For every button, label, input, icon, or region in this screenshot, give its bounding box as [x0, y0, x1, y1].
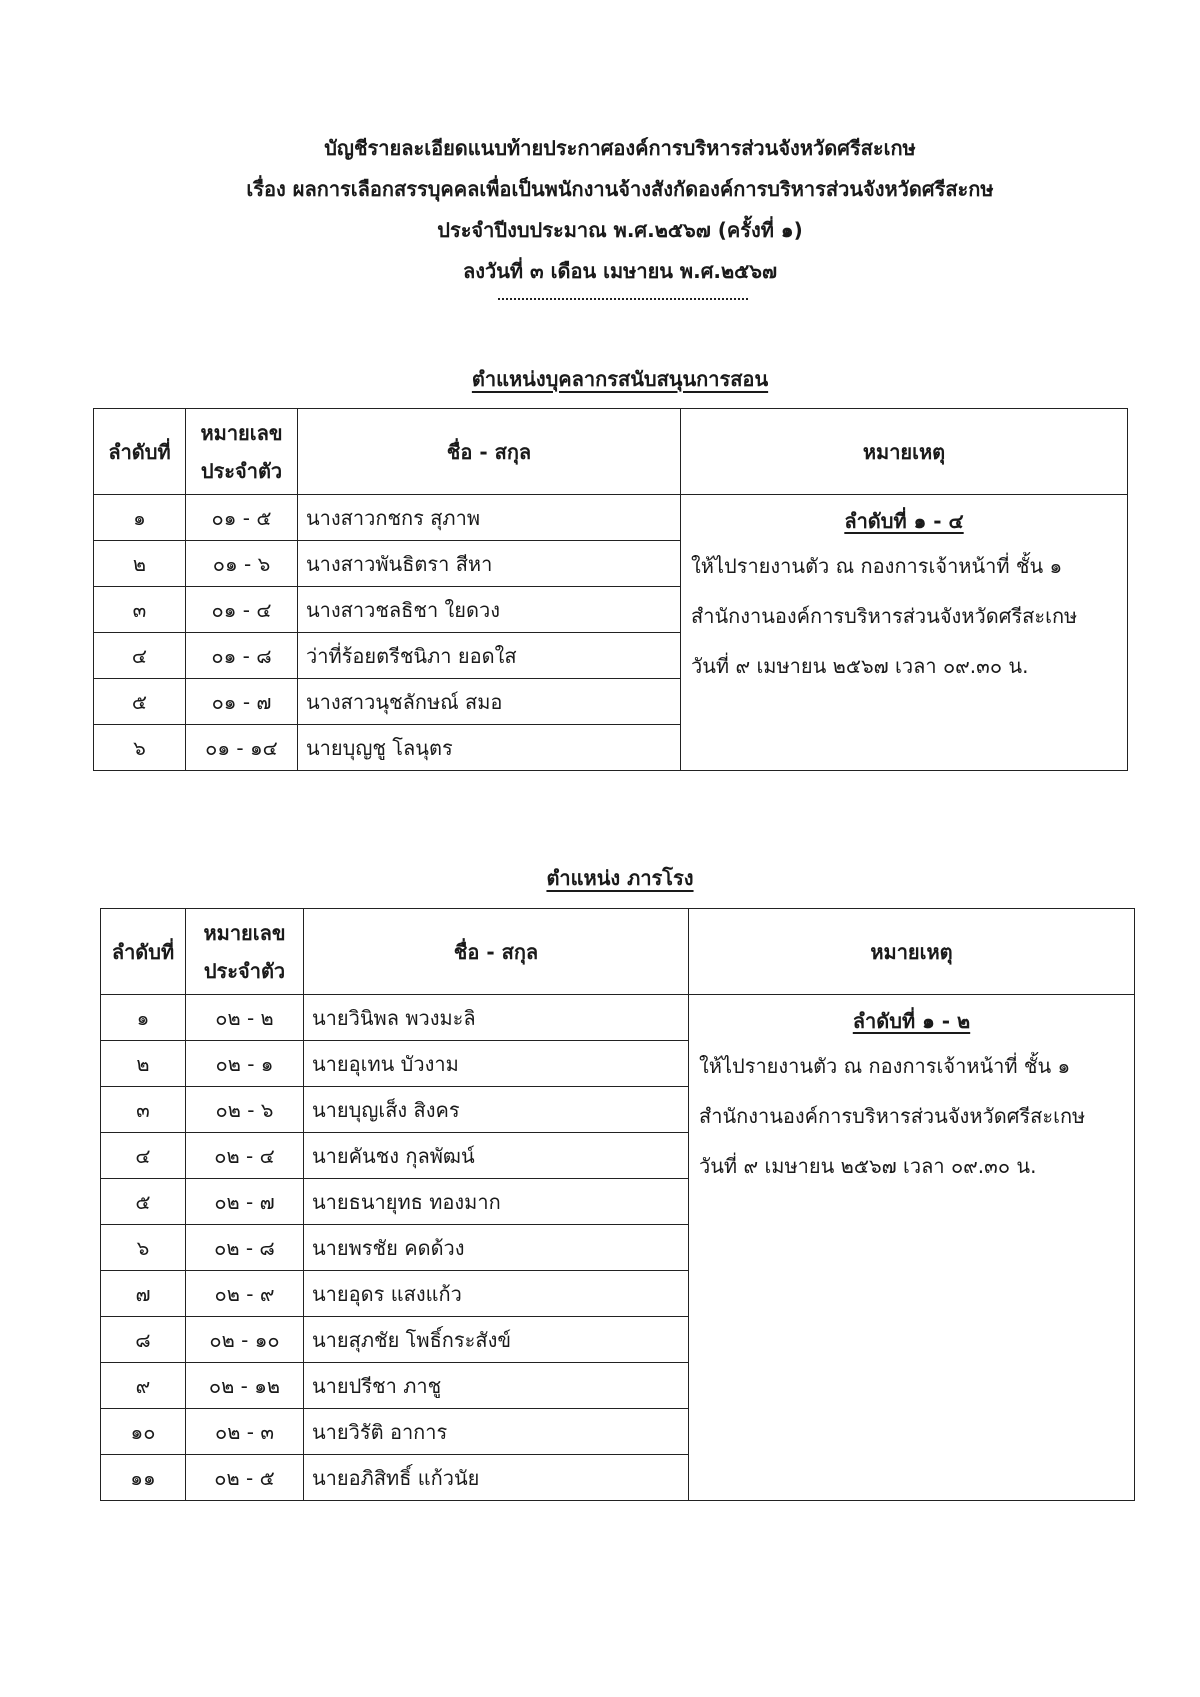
- row-full-name: นายอภิสิทธิ์ แก้วนัย: [304, 1455, 689, 1501]
- row-order: ๔: [101, 1133, 186, 1179]
- row-id-number: ๐๒ - ๔: [186, 1133, 304, 1179]
- row-id-number: ๐๒ - ๘: [186, 1225, 304, 1271]
- remark-title: ลำดับที่ ๑ - ๒: [852, 1009, 971, 1033]
- remark-cell: [681, 495, 1128, 771]
- document-header: [0, 128, 1200, 292]
- row-full-name: นายวิรัติ อาการ: [304, 1409, 689, 1455]
- row-order: ๓: [94, 587, 186, 633]
- section-2-table: [100, 908, 1135, 1501]
- row-full-name: นายธนายุทธ ทองมาก: [304, 1179, 689, 1225]
- row-order: ๑๑: [101, 1455, 186, 1501]
- row-full-name: นางสาวชลธิชา ใยดวง: [298, 587, 681, 633]
- table-header-row: [94, 409, 1128, 495]
- row-order: ๑: [101, 995, 186, 1041]
- row-order: ๗: [101, 1271, 186, 1317]
- row-full-name: นายบุญชู โลนุตร: [298, 725, 681, 771]
- col-id-header-line-2: ประจำตัว: [200, 458, 283, 483]
- section-1-table: [93, 408, 1128, 771]
- col-order-header: ลำดับที่: [94, 409, 186, 495]
- row-full-name: นายวินิพล พวงมะลิ: [304, 995, 689, 1041]
- row-order: ๖: [101, 1225, 186, 1271]
- header-line-1: บัญชีรายละเอียดแนบท้ายประกาศองค์การบริหารส่วนจังหวัดศรีสะเกษ: [324, 136, 916, 160]
- row-full-name: ว่าที่ร้อยตรีชนิภา ยอดใส: [298, 633, 681, 679]
- col-remark-header: หมายเหตุ: [689, 909, 1135, 995]
- col-id-header-line-2: ประจำตัว: [203, 958, 286, 983]
- section-2-title: ตำแหน่ง ภารโรง: [546, 866, 694, 890]
- row-full-name: นายอุดร แสงแก้ว: [304, 1271, 689, 1317]
- remark-line: วันที่ ๙ เมษายน ๒๕๖๗ เวลา ๐๙.๓๐ น.: [699, 1154, 1037, 1178]
- section-1-body: [94, 495, 1128, 771]
- row-id-number: ๐๒ - ๙: [186, 1271, 304, 1317]
- table-row: [94, 495, 1128, 541]
- row-id-number: ๐๒ - ๕: [186, 1455, 304, 1501]
- row-id-number: ๐๑ - ๔: [186, 587, 298, 633]
- row-full-name: นายคันชง กุลพัฒน์: [304, 1133, 689, 1179]
- row-id-number: ๐๑ - ๘: [186, 633, 298, 679]
- row-full-name: นายปรีชา ภาชู: [304, 1363, 689, 1409]
- row-id-number: ๐๒ - ๖: [186, 1087, 304, 1133]
- section-2-body: [101, 995, 1135, 1501]
- row-id-number: ๐๑ - ๗: [186, 679, 298, 725]
- remark-line: วันที่ ๙ เมษายน ๒๕๖๗ เวลา ๐๙.๓๐ น.: [691, 654, 1029, 678]
- row-id-number: ๐๒ - ๑: [186, 1041, 304, 1087]
- row-order: ๙: [101, 1363, 186, 1409]
- row-id-number: ๐๑ - ๕: [186, 495, 298, 541]
- row-order: ๒: [101, 1041, 186, 1087]
- remark-title: ลำดับที่ ๑ - ๔: [844, 509, 964, 533]
- col-id-header: [186, 409, 298, 495]
- row-order: ๓: [101, 1087, 186, 1133]
- row-order: ๔: [94, 633, 186, 679]
- row-full-name: นางสาวกชกร สุภาพ: [298, 495, 681, 541]
- row-order: ๑: [94, 495, 186, 541]
- remark-line: ให้ไปรายงานตัว ณ กองการเจ้าหน้าที่ ชั้น ๑: [691, 554, 1063, 578]
- row-order: ๒: [94, 541, 186, 587]
- row-id-number: ๐๒ - ๑๐: [186, 1317, 304, 1363]
- row-full-name: นางสาวพันธิตรา สีหา: [298, 541, 681, 587]
- remark-line: สำนักงานองค์การบริหารส่วนจังหวัดศรีสะเกษ: [699, 1104, 1086, 1128]
- header-line-2: เรื่อง ผลการเลือกสรรบุคคลเพื่อเป็นพนักงานจ้างสังกัดองค์การบริหารส่วนจังหวัดศรีสะกษ: [246, 177, 994, 201]
- row-full-name: นางสาวนุชลักษณ์ สมอ: [298, 679, 681, 725]
- table-header-row: [101, 909, 1135, 995]
- row-id-number: ๐๒ - ๓: [186, 1409, 304, 1455]
- row-id-number: ๐๑ - ๖: [186, 541, 298, 587]
- col-name-header: ชื่อ - สกุล: [298, 409, 681, 495]
- row-id-number: ๐๒ - ๑๒: [186, 1363, 304, 1409]
- col-id-header-line-1: หมายเลข: [203, 920, 286, 945]
- table-row: [101, 995, 1135, 1041]
- col-name-header: ชื่อ - สกุล: [304, 909, 689, 995]
- row-id-number: ๐๒ - ๒: [186, 995, 304, 1041]
- row-order: ๘: [101, 1317, 186, 1363]
- remark-cell: [689, 995, 1135, 1501]
- row-order: ๑๐: [101, 1409, 186, 1455]
- row-full-name: นายบุญเส็ง สิงคร: [304, 1087, 689, 1133]
- header-line-3: ประจำปีงบประมาณ พ.ศ.๒๕๖๗ (ครั้งที่ ๑): [437, 218, 803, 242]
- header-line-4: ลงวันที่ ๓ เดือน เมษายน พ.ศ.๒๕๖๗: [462, 259, 778, 283]
- row-full-name: นายพรชัย คดด้วง: [304, 1225, 689, 1271]
- col-id-header-line-1: หมายเลข: [200, 420, 283, 445]
- remark-line: ให้ไปรายงานตัว ณ กองการเจ้าหน้าที่ ชั้น ๑: [699, 1054, 1071, 1078]
- section-1-title: ตำแหน่งบุคลากรสนับสนุนการสอน: [471, 367, 769, 391]
- dotted-separator: [498, 298, 748, 300]
- row-order: ๕: [101, 1179, 186, 1225]
- col-id-header: [186, 909, 304, 995]
- row-id-number: ๐๒ - ๗: [186, 1179, 304, 1225]
- col-remark-header: หมายเหตุ: [681, 409, 1128, 495]
- remark-line: สำนักงานองค์การบริหารส่วนจังหวัดศรีสะเกษ: [691, 604, 1078, 628]
- col-order-header: ลำดับที่: [101, 909, 186, 995]
- row-full-name: นายอุเทน บัวงาม: [304, 1041, 689, 1087]
- row-id-number: ๐๑ - ๑๔: [186, 725, 298, 771]
- row-full-name: นายสุภชัย โพธิ์กระสังข์: [304, 1317, 689, 1363]
- row-order: ๖: [94, 725, 186, 771]
- row-order: ๕: [94, 679, 186, 725]
